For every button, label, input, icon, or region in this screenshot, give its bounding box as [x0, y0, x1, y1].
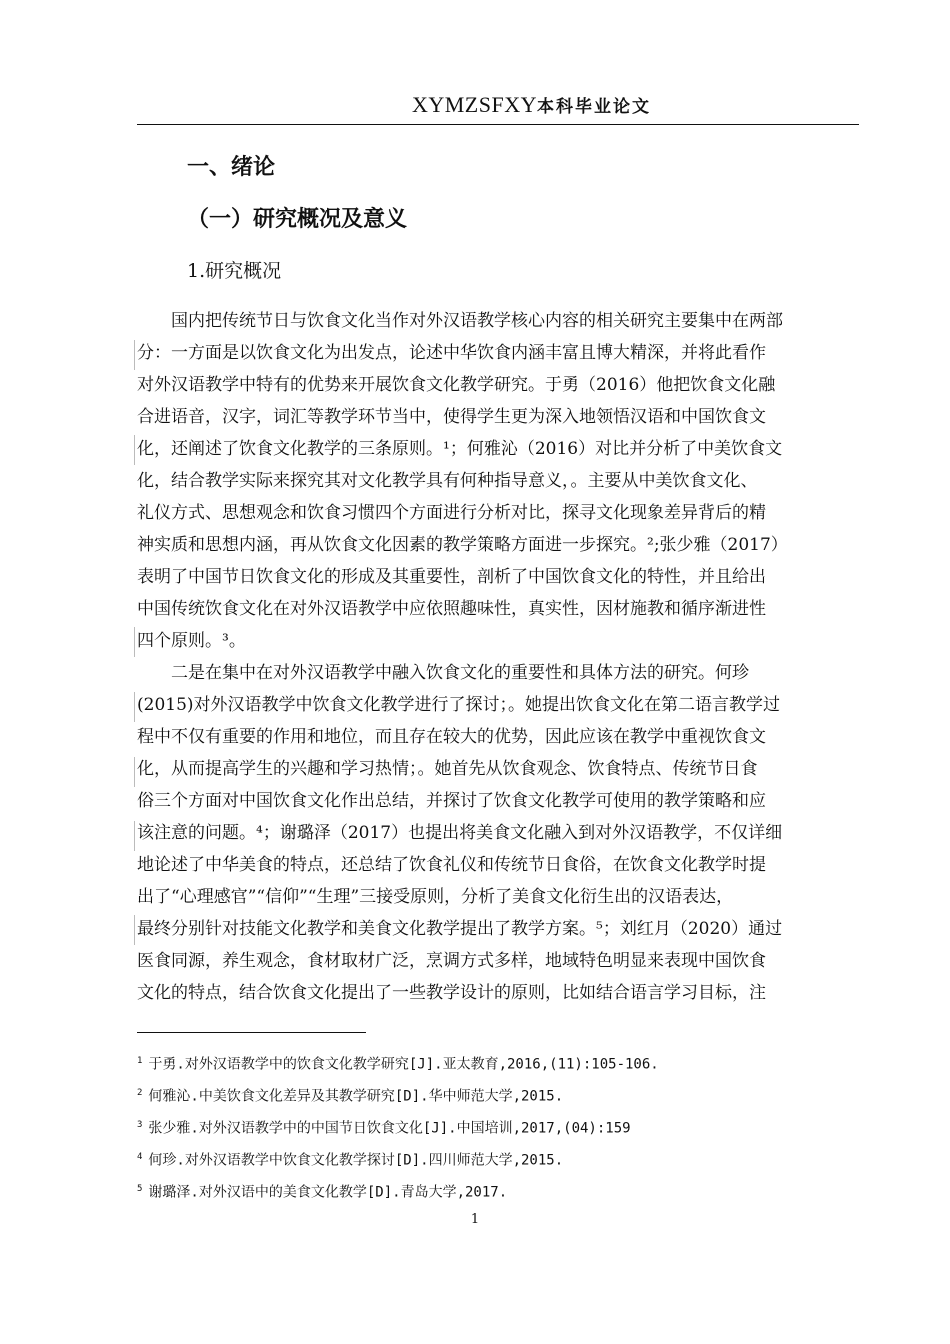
footnote — [137, 1175, 859, 1207]
change-bar — [134, 435, 135, 465]
text-line: 对外汉语教学中特有的优势来开展饮食文化教学研究。于勇（2016）他把饮食文化融 — [137, 375, 776, 395]
footnote-number: 3 — [137, 1120, 143, 1130]
chapter-heading: 一、绪论 — [187, 154, 276, 180]
text-line: 化，还阐述了饮食文化教学的三条原则。¹；何雅沁（2016）对比并分析了中美饮食文 — [137, 439, 783, 459]
text-line: 中国传统饮食文化在对外汉语教学中应依照趣味性，真实性，因材施教和循序渐进性 — [137, 599, 766, 619]
footnote-number: 5 — [137, 1184, 143, 1194]
text-line: 化，从而提高学生的兴趣和学习热情；。她首先从饮食观念、饮食特点、传统节日食 — [137, 759, 758, 779]
text-line: 四个原则。³。 — [137, 631, 246, 651]
text-line: 分：一方面是以饮食文化为出发点，论述中华饮食内涵丰富且博大精深，并将此看作 — [137, 343, 766, 363]
page-number: 1 — [470, 1212, 480, 1227]
footnote — [137, 1047, 859, 1079]
footnotes — [137, 1047, 859, 1207]
text-line: 文化的特点，结合饮食文化提出了一些教学设计的原则，比如结合语言学习目标，注 — [137, 983, 766, 1003]
text-line: 地论述了中华美食的特点，还总结了饮食礼仪和传统节日食俗，在饮食文化教学时提 — [137, 855, 766, 875]
footnote-separator — [137, 1032, 366, 1033]
footnote-number: 1 — [137, 1056, 143, 1066]
section-heading: （一）研究概况及意义 — [187, 206, 408, 232]
text-line: 化，结合教学实际来探究其对文化教学具有何种指导意义，。主要从中美饮食文化、 — [137, 471, 758, 491]
footnote-text: 何雅沁.中美饮食文化差异及其教学研究[D].华中师范大学,2015. — [148, 1088, 564, 1105]
change-bar — [134, 627, 135, 657]
text-line: 最终分别针对技能文化教学和美食文化教学提出了教学方案。⁵；刘红月（2020）通过 — [137, 919, 783, 939]
paragraph-2 — [137, 657, 859, 1009]
header-text — [412, 92, 651, 118]
change-bar — [134, 757, 135, 787]
text-line: 表明了中国节日饮食文化的形成及其重要性，剖析了中国饮食文化的特性，并且给出 — [137, 567, 766, 587]
subsection-heading: 1.研究概况 — [187, 260, 282, 282]
footnote-text: 于勇.对外汉语教学中的饮食文化教学研究[J].亚太教育,2016,(11):105-106. — [148, 1056, 659, 1073]
change-bar — [134, 340, 135, 370]
footnote — [137, 1111, 859, 1143]
footnote-number: 4 — [137, 1152, 143, 1162]
footnote-number: 2 — [137, 1088, 143, 1098]
header-code: XYMZSFXY — [411, 92, 537, 117]
footnote-text: 何珍.对外汉语教学中饮食文化教学探讨[D].四川师范大学,2015. — [148, 1152, 564, 1169]
text-line: 二是在集中在对外汉语教学中融入饮食文化的重要性和具体方法的研究。何珍 — [171, 663, 749, 683]
footnote — [137, 1079, 859, 1111]
text-line: 神实质和思想内涵，再从饮食文化因素的教学策略方面进一步探究。²;张少雅（2017） — [137, 535, 788, 555]
text-line: 医食同源，养生观念，食材取材广泛，烹调方式多样，地域特色明显来表现中国饮食 — [137, 951, 766, 971]
text-line: 出了“心理感官”“信仰”“生理”三接受原则，分析了美食文化衍生出的汉语表达， — [137, 887, 734, 907]
page-header — [137, 90, 859, 125]
change-bar — [134, 915, 135, 945]
text-line: (2015)对外汉语教学中饮食文化教学进行了探讨；。她提出饮食文化在第二语言教学过 — [137, 695, 781, 715]
change-bar — [134, 821, 135, 851]
footnote — [137, 1143, 859, 1175]
text-line: 礼仪方式、思想观念和饮食习惯四个方面进行分析对比，探寻文化现象差异背后的精 — [137, 503, 766, 523]
change-bar — [134, 692, 135, 722]
footnote-text: 张少雅.对外汉语教学中的中国节日饮食文化[J].中国培训,2017,(04):159 — [148, 1120, 631, 1137]
paragraph-1 — [137, 305, 859, 657]
text-line: 国内把传统节日与饮食文化当作对外汉语教学核心内容的相关研究主要集中在两部 — [171, 311, 783, 331]
text-line: 合进语音，汉字，词汇等教学环节当中，使得学生更为深入地领悟汉语和中国饮食文 — [137, 407, 766, 427]
header-title: 本科毕业论文 — [537, 97, 651, 117]
text-line: 俗三个方面对中国饮食文化作出总结，并探讨了饮食文化教学可使用的教学策略和应 — [137, 791, 766, 811]
text-line: 程中不仅有重要的作用和地位，而且存在较大的优势，因此应该在教学中重视饮食文 — [137, 727, 766, 747]
footnote-text: 谢璐泽.对外汉语中的美食文化教学[D].青岛大学,2017. — [148, 1184, 508, 1201]
text-line: 该注意的问题。⁴；谢璐泽（2017）也提出将美食文化融入到对外汉语教学，不仅详细 — [137, 823, 783, 843]
